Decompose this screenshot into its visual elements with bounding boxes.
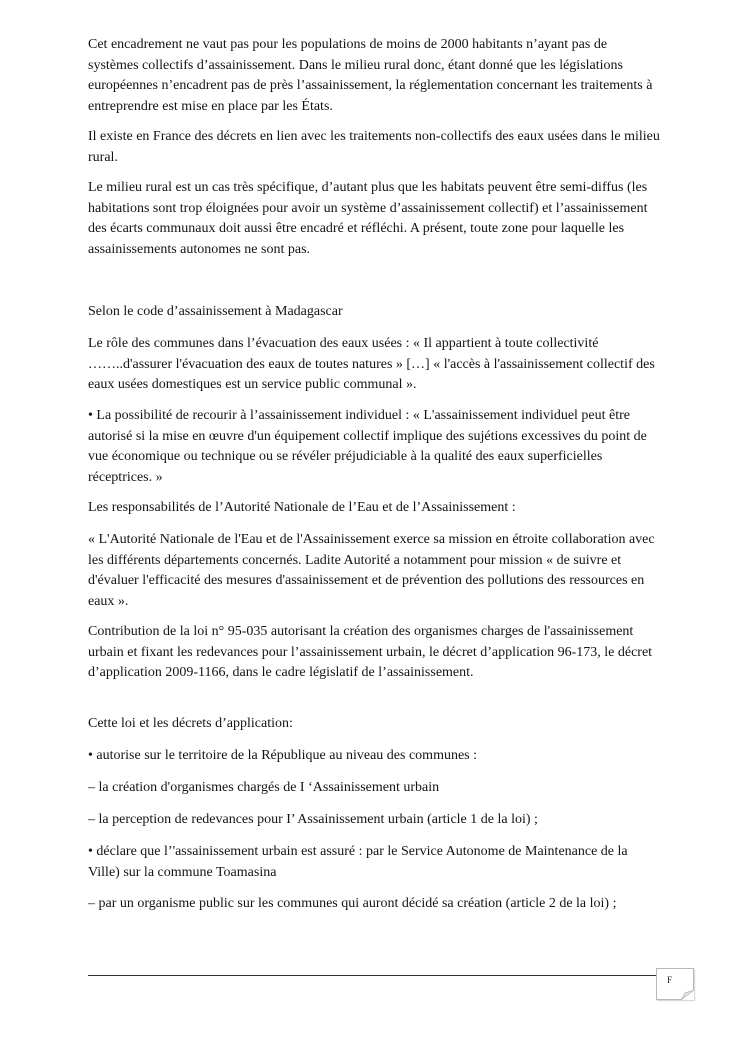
list-item-creation-organismes: – la création d'organismes chargés de I ‘Assainissement urbain [88,780,440,795]
paragraph-autorite-nationale: « L'Autorité Nationale de l'Eau et de l'Assainissement exerce sa mission en étroite collaboration avec les différents départements concernés. Ladite Autorité a notamment pour mission « de suivre et d'évaluer l'efficacité des mesures d'assainissement et de prévention des pollutions des ressources en eaux ». [88,532,655,609]
list-item-organisme-public: – par un organisme public sur les communes qui auront décidé sa création (article 2 de la loi) ; [88,896,617,911]
page-number-box [656,968,694,1000]
page-mark: F [667,975,673,985]
paragraph-loi-95-035: Contribution de la loi n° 95-035 autorisant la création des organismes charges de l'assainissement urbain et fixant les redevances pour l’assainissement urbain, le décret d’application 96-173, le décret d’application 2009-1166, dans le cadre législatif de l’assainissement. [88,624,653,680]
paragraph-role-communes: Le rôle des communes dans l’évacuation des eaux usées : « Il appartient à toute collectivité ……..d'assurer l'évacuation des eaux de toutes natures » […] « l'accès à l'assainissement collectif des eaux usées domestiques est un service public communal ». [88,336,655,392]
paragraph-decrets-france: Il existe en France des décrets en lien avec les traitements non-collectifs des eaux usées dans le milieu rural. [88,129,660,165]
list-item-autorise: • autorise sur le territoire de la République au niveau des communes : [88,748,478,763]
paragraph-assainissement-individuel: • La possibilité de recourir à l’assainissement individuel : « L'assainissement individuel peut être autorisé si la mise en œuvre d'un équipement collectif implique des sujétions excessives du point de vue économique ou technique ou se révéler préjudiciable à la qualité des eaux superficielles réceptrices. » [88,408,647,485]
paragraph-responsabilites: Les responsabilités de l’Autorité Nationale de l’Eau et de l’Assainissement : [88,500,516,515]
section-heading-madagascar: Selon le code d’assainissement à Madagascar [88,304,343,319]
folded-corner-icon [681,990,694,1000]
list-item-declare: • déclare que l’'assainissement urbain est assuré : par le Service Autonome de Maintenance de la Ville) sur la commune Toamasina [88,844,628,880]
list-item-perception-redevances: – la perception de redevances pour I’ Assainissement urbain (article 1 de la loi) ; [88,812,538,827]
paragraph-encadrement: Cet encadrement ne vaut pas pour les populations de moins de 2000 habitants n’ayant pas de systèmes collectifs d’assainissement. Dans le milieu rural donc, étant donné que les législations européennes n’encadrent pas de près l’assainissement, la réglementation concernant les traitements à entreprendre est mise en place par les États. [88,37,653,114]
paragraph-milieu-rural: Le milieu rural est un cas très spécifique, d’autant plus que les habitats peuvent être semi-diffus (les habitations sont trop éloignées pour avoir un système d’assainissement collectif) et l’assainissement des écarts communaux doit aussi être encadré et réfléchi. A présent, toute zone pour laquelle les assainissements autonomes ne sont pas. [88,180,648,257]
paragraph-cette-loi: Cette loi et les décrets d’application: [88,716,293,731]
footer-rule [88,975,658,976]
